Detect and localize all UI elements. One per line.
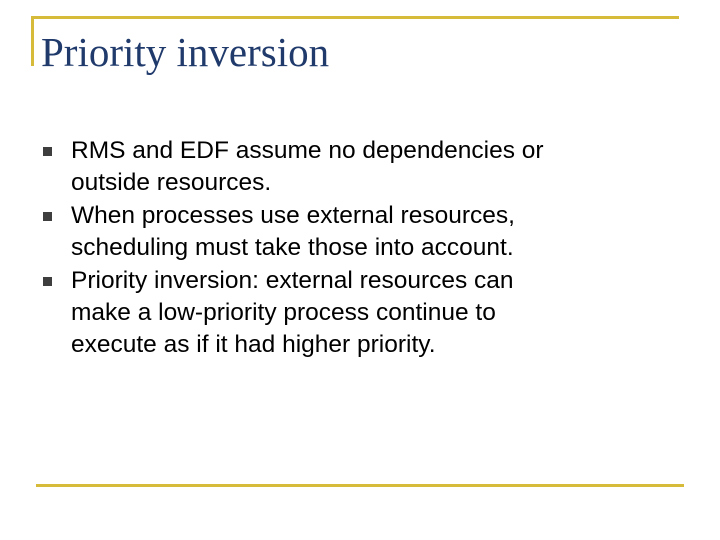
square-bullet-icon (40, 134, 71, 170)
bullet-text (71, 264, 514, 361)
bullet-text (71, 199, 515, 264)
bottom-rule (36, 484, 684, 487)
bullet-item (40, 264, 680, 361)
bullet-text (71, 134, 544, 199)
top-rule (31, 16, 679, 19)
bullet-line: execute as if it had higher priority. (71, 331, 436, 358)
bullet-item (40, 134, 680, 199)
bullet-line: Priority inversion: external resources can (71, 267, 514, 294)
bullet-line: RMS and EDF assume no dependencies or (71, 137, 544, 164)
bullet-line: make a low-priority process continue to (71, 299, 496, 326)
square-bullet-icon (40, 199, 71, 235)
bullet-line: When processes use external resources, (71, 202, 515, 229)
left-rule (31, 16, 34, 66)
bullet-list (40, 134, 680, 361)
slide-title: Priority inversion (41, 29, 330, 75)
bullet-line: scheduling must take those into account. (71, 234, 514, 261)
square-bullet-icon (40, 264, 71, 300)
bullet-line: outside resources. (71, 169, 272, 196)
bullet-item (40, 199, 680, 264)
